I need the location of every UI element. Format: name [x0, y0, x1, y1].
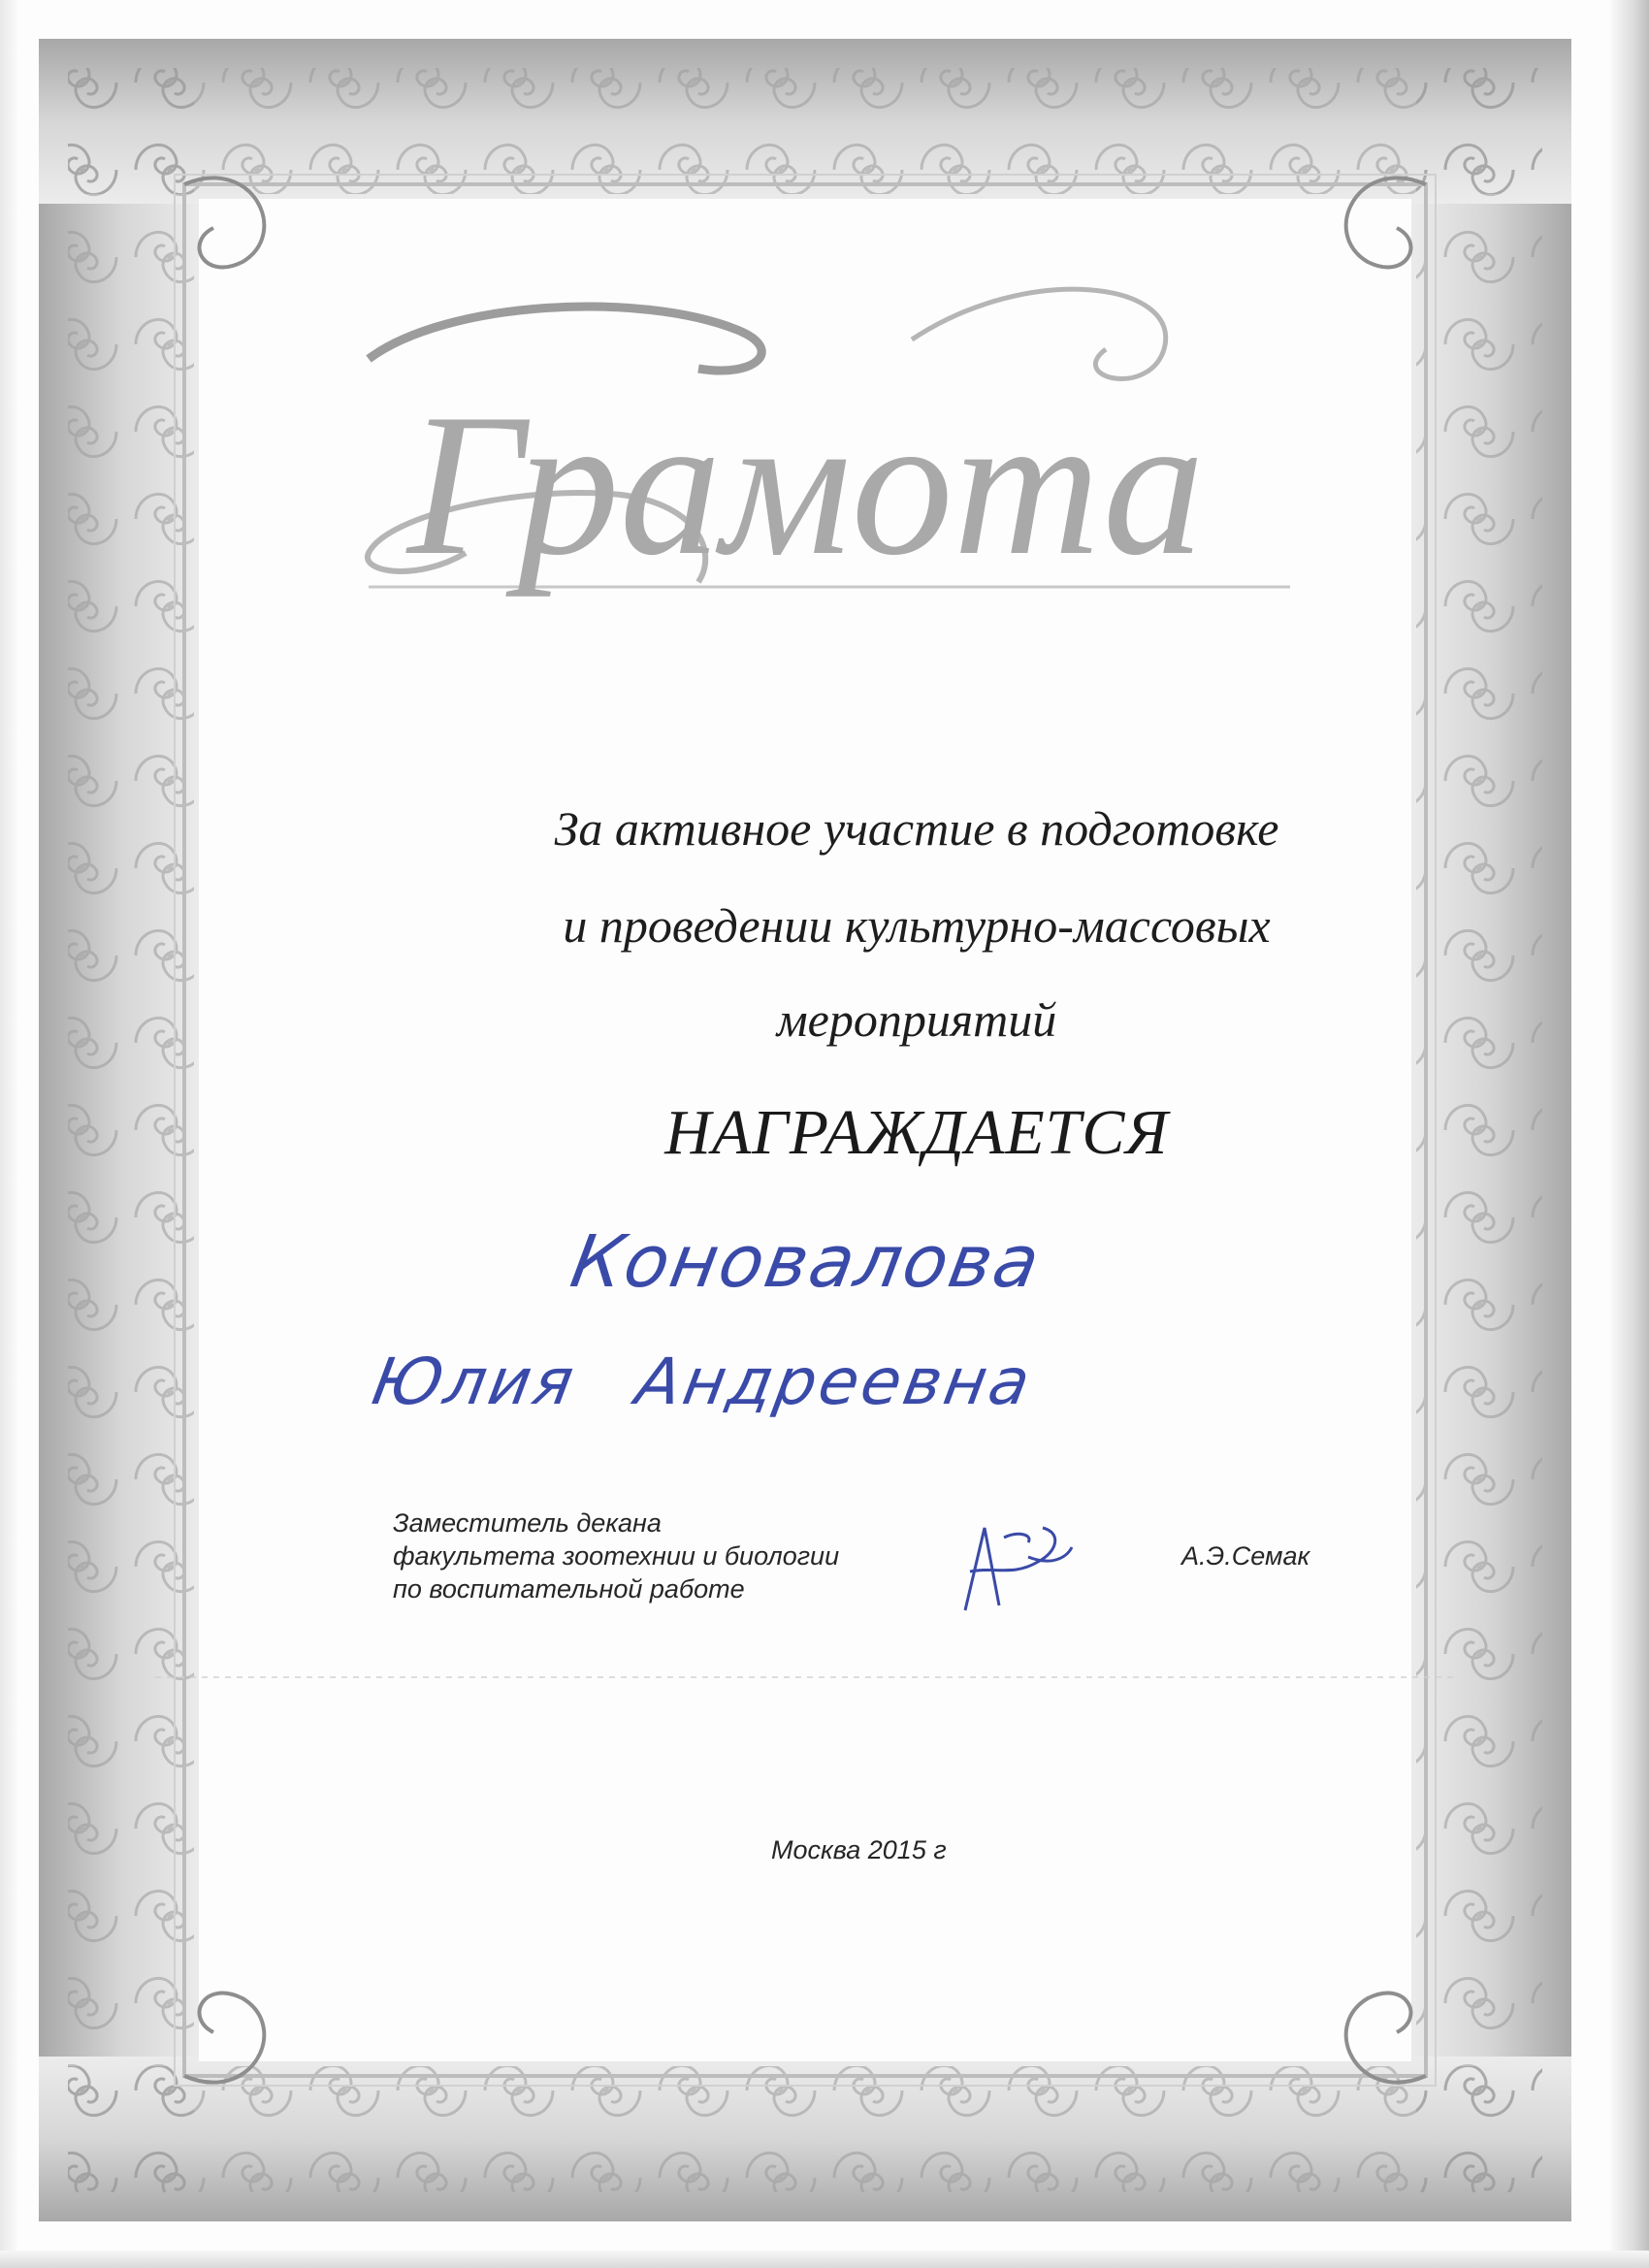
signatory-name: А.Э.Семак — [1181, 1541, 1310, 1571]
awarded-heading: НАГРАЖДАЕТСЯ — [664, 1097, 1169, 1168]
reason-line-2: и проведении культурно-массовых — [563, 898, 1271, 953]
position-line-1: Заместитель декана — [393, 1508, 662, 1538]
recipient-surname: Коновалова — [565, 1220, 1048, 1304]
position-line-2: факультета зоотехнии и биологии — [393, 1541, 840, 1571]
scan-edge-bottom — [0, 2251, 1649, 2268]
position-line-3: по воспитательной работе — [393, 1574, 745, 1604]
place-date: Москва 2015 г — [771, 1835, 947, 1864]
heading-text: Грамота — [407, 373, 1205, 598]
certificate-heading — [330, 262, 1339, 631]
handwritten-signature — [946, 1513, 1082, 1620]
scan-fold-line — [155, 1676, 1455, 1678]
signatory-position — [393, 1507, 839, 1605]
recipient-given-names: Юлия Андреевна — [367, 1345, 1039, 1419]
reason-line-1: За активное участие в подготовке — [554, 801, 1279, 856]
reason-line-3: мероприятий — [776, 992, 1057, 1047]
